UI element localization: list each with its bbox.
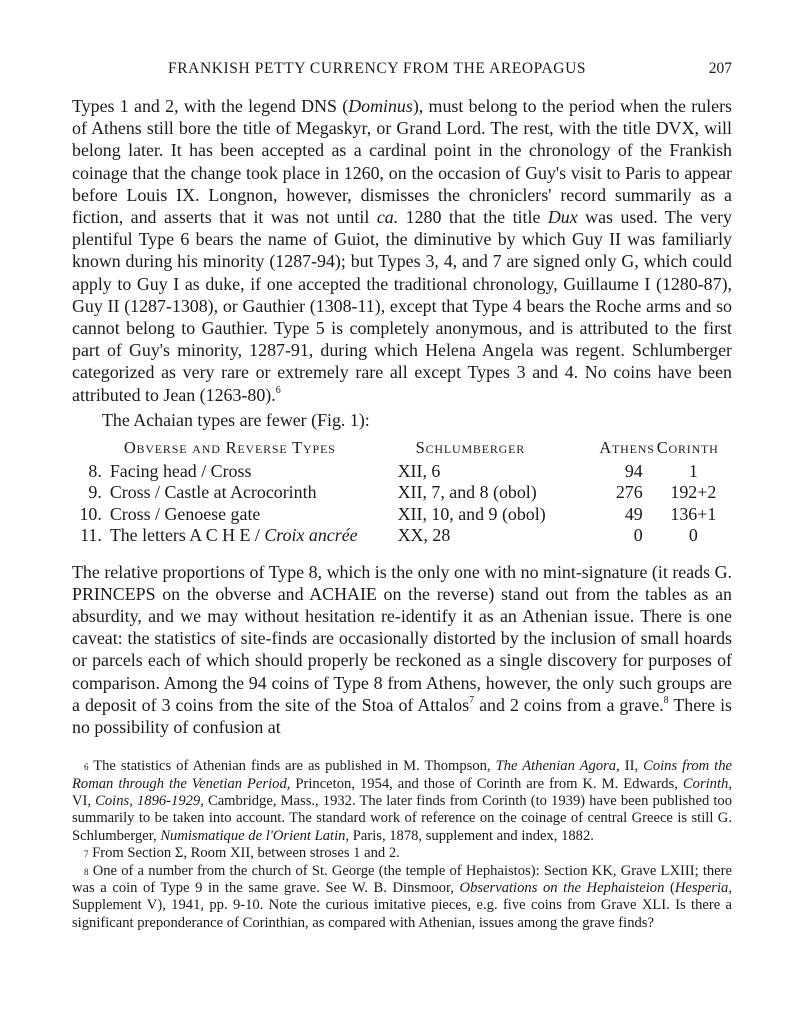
paragraph-achaian-intro: The Achaian types are fewer (Fig. 1): (102, 409, 370, 430)
footnote-ref-6[interactable]: 6 (275, 384, 281, 396)
achaian-types-table (76, 437, 732, 547)
footnotes (72, 758, 732, 932)
table-row: 10. Cross / Genoese gate XII, 10, and 9 (obol) 49 136+1 (79, 503, 717, 524)
footnote-ref-8[interactable]: 8 (663, 694, 669, 706)
page (72, 58, 732, 932)
paragraph-types-chronology: Types 1 and 2, with the legend DNS (Dominus), must belong to the period when the rulers of Athens still bore the title of Megaskyr, or Grand Lord. The rest, with the title DVX, will belong later. It has been accepted as a cardinal point in the chronology of the Frankish coinage that the change took place in 1260, on the occasion of Guy's visit to Paris to appear before Louis IX. Longnon, however, dismisses the chroniclers' record summarily as a fiction, and asserts that it was not until ca. 1280 that the title Dux was used. The very plentiful Type 6 bears the name of Guiot, the diminutive by which Guy II was familiarly known during his minority (1287-94); but Types 3, 4, and 7 are signed only G, which could apply to Guy I as duke, if one accepted the traditional chronology, Guillaume I (1280-87), Guy II (1287-1308), or Gauthier (1308-11), except that Type 4 bears the Roche arms and so cannot belong to Gauthier. Type 5 is completely anonymous, and is attributed to the first part of Guy's minority, 1287-91, during which Helena Angela was regent. Schlumberger categorized as very rare or extremely rare all except Types 3 and 4. No coins have been attributed to Jean (1263-80).$^6$ (72, 96, 732, 405)
running-title: FRANKISH PETTY CURRENCY FROM THE AREOPAGUS (168, 60, 587, 77)
running-head (72, 58, 732, 84)
header-types: Obverse and Reverse Types (123, 438, 336, 458)
footnote-7: $^7$ From Section Σ, Room XII, between stroses 1 and 2. (84, 845, 400, 862)
table-header-row (76, 437, 732, 461)
header-athens: Athens (599, 438, 655, 458)
footnote-8: $^8$ One of a number from the church of St. George (the temple of Hephaistos): Section KK, Grave LXIII; there was a coin of Type 9 in the same grave. See W. B. Dinsmoor, Observations on the Hephaisteion (Hesperia, Supplement V), 1941, pp. 9-10. Note the curious imitative pieces, e.g. five coins from Grave XLI. Is there a significant preponderance of Corinthian, as compared with Athenian, issues among the grave finds? (72, 862, 732, 931)
header-corinth: Corinth (656, 438, 719, 458)
footnote-6: $^6$ The statistics of Athenian finds are as published in M. Thompson, The Athenian Agora, II, Coins from the Roman through the Venetian Period, Princeton, 1954, and those of Corinth are from K. M. Edwards, Corinth, VI, Coins, 1896-1929, Cambridge, Mass., 1932. The later finds from Corinth (to 1939) have been published too summarily to be taken into account. The standard work of reference on the coinage of central Greece is still G. Schlumberger, Numismatique de l'Orient Latin, Paris, 1878, supplement and index, 1882. (72, 758, 733, 844)
table-row: 11. The letters A C H E / Croix ancrée XX, 28 0 0 (80, 525, 698, 546)
page-number: 207 (708, 60, 732, 77)
paragraph-type8-proportions: The relative proportions of Type 8, which is the only one with no mint-signature (it reads G. PRINCEPS on the obverse and ACHAIE on the reverse) stand out from the tables as an absurdity, and we may without hesitation re-identify it as an Athenian issue. There is one caveat: the statistics of site-finds are occasionally distorted by the inclusion of small hoards or parcels each of which should properly be reckoned as a single discovery for purposes of comparison. Among the 94 coins of Type 8 from Athens, however, the only such groups are a deposit of 3 coins from the site of the Stoa of Attalos$^7$ and 2 coins from a grave.$^8$ There is no possibility of confusion at (72, 561, 732, 737)
header-schlumberger: Schlumberger (415, 438, 526, 458)
table-row: 9. Cross / Castle at Acrocorinth XII, 7, and 8 (obol) 276 192+2 (88, 482, 717, 503)
footnote-ref-7[interactable]: 7 (469, 694, 475, 706)
table-row: 8. Facing head / Cross XII, 6 94 1 (88, 460, 698, 481)
